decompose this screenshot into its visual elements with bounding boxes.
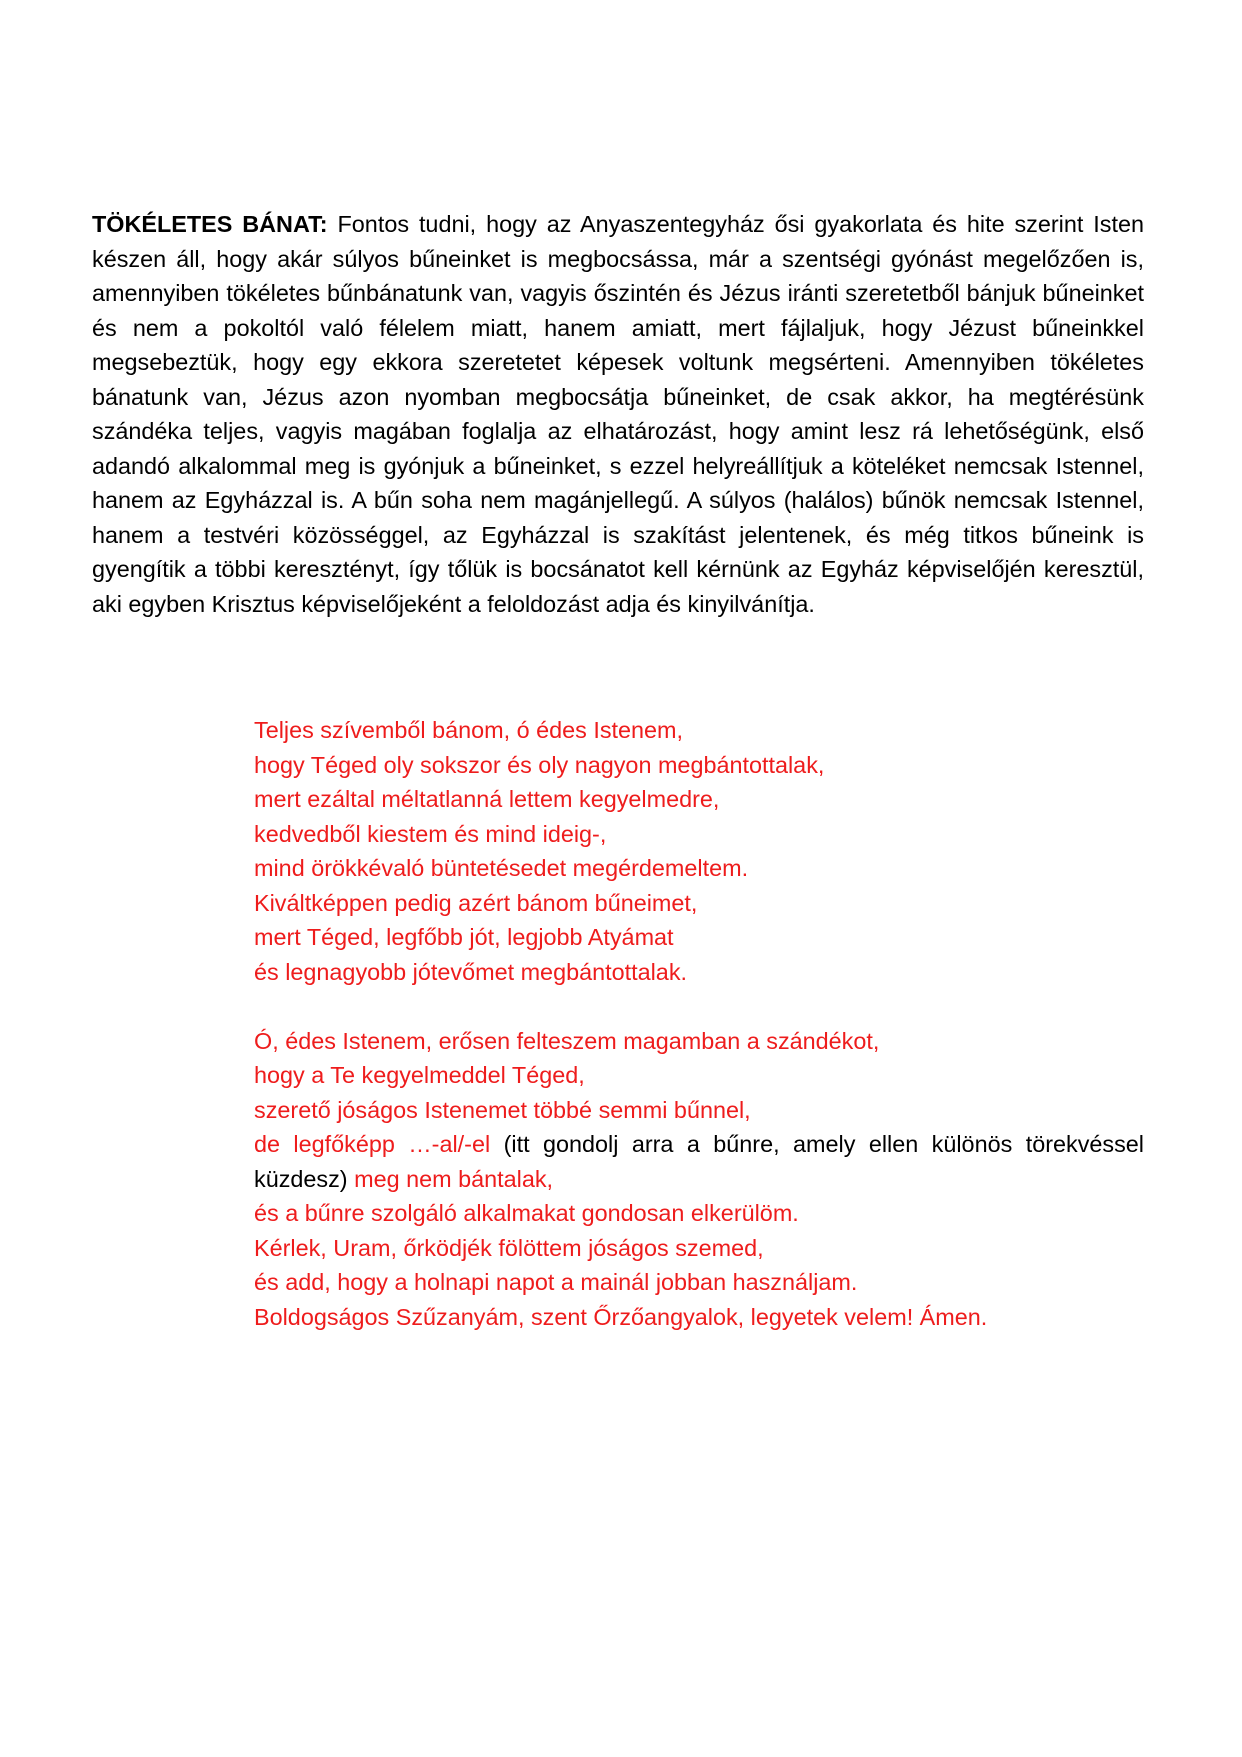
prayer-line-end: meg nem bántalak,: [354, 1165, 554, 1192]
intro-body: Fontos tudni, hogy az Anyaszentegyház ősi gyakorlata és hite szerint Isten készen áll, hogy akár súlyos bűneinket is megbocsássa, már a szentségi gyónást megelőzően is, amennyiben tökéletes bűnbánatunk van, vagyis őszintén és Jézus iránti szeretetből bánjuk bűneinket és nem a pokoltól való félelem miatt, hanem amiatt, mert fájlaljuk, hogy Jézust bűneinkkel megsebeztük, hogy egy ekkora szeretetet képesek voltunk megsérteni. Amennyiben tökéletes bánatunk van, Jézus azon nyomban megbocsátja bűneinket, de csak akkor, ha megtérésünk szándéka teljes, vagyis magában foglalja az elhatározást, hogy amint lesz rá lehetőségünk, első adandó alkalommal meg is gyónjuk a bűneinket, s ezzel helyreállítjuk a köteléket nemcsak Istennel, hanem az Egyházzal is. A bűn soha nem magánjellegű. A súlyos (halálos) bűnök nemcsak Istennel, hanem a testvéri közösséggel, az Egyházzal is szakítást jelentenek, és még titkos bűneink is gyengítik a többi keresztényt, így tőlük is bocsánatot kell kérnünk az Egyház képviselőjén keresztül, aki egyben Krisztus képviselőjeként a feloldozást adja és kinyilvánítja.: [92, 211, 1145, 617]
prayer-line: hogy Téged oly sokszor és oly nagyon megbántottalak,: [254, 751, 825, 778]
prayer-line: mind örökkévaló büntetésedet megérdemeltem.: [254, 855, 749, 881]
intro-heading: TÖKÉLETES BÁNAT:: [92, 211, 328, 237]
prayer-line: Teljes szívemből bánom, ó édes Istenem,: [254, 717, 684, 743]
prayer-line: Kiváltképpen pedig azért bánom bűneimet,: [254, 889, 698, 916]
prayer-line: Boldogságos Szűzanyám, szent Őrzőangyalok, legyetek velem! Ámen.: [254, 1303, 988, 1330]
prayer-line: mert Téged, legfőbb jót, legjobb Atyámat: [254, 924, 674, 950]
prayer-line-start: de legfőképp …-al/-el: [254, 1131, 491, 1157]
prayer-stanza-2: [254, 1024, 1144, 1335]
prayer-block: [254, 713, 1144, 1334]
prayer-line-with-note: [254, 1127, 1144, 1196]
prayer-stanza-1: [254, 713, 1144, 989]
prayer-line: hogy a Te kegyelmeddel Téged,: [254, 1062, 585, 1088]
prayer-line: szerető jóságos Istenemet többé semmi bűnnel,: [254, 1096, 751, 1123]
prayer-line: Kérlek, Uram, őrködjék fölöttem jóságos szemed,: [254, 1234, 764, 1261]
prayer-line: mert ezáltal méltatlanná lettem kegyelmedre,: [254, 786, 720, 812]
prayer-line: kedvedből kiestem és mind ideig-,: [254, 820, 607, 847]
prayer-line: és add, hogy a holnapi napot a mainál jobban használjam.: [254, 1269, 858, 1295]
intro-paragraph: [92, 207, 1144, 621]
prayer-line: és legnagyobb jótevőmet megbántottalak.: [254, 958, 688, 985]
prayer-instruction-note: (itt gondolj arra a bűnre, amely ellen különös törekvéssel küzdesz): [254, 1131, 1144, 1192]
prayer-line: Ó, édes Istenem, erősen felteszem magamban a szándékot,: [254, 1027, 880, 1054]
prayer-line: és a bűnre szolgáló alkalmakat gondosan elkerülöm.: [254, 1200, 799, 1226]
